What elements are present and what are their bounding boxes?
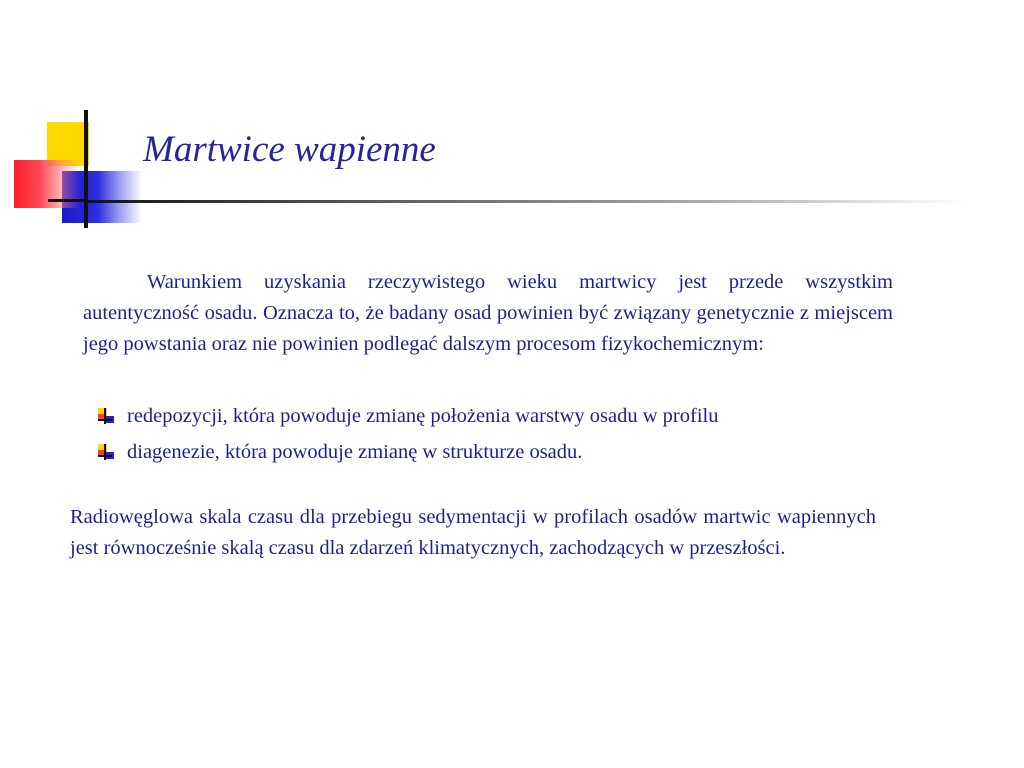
bullet-squares-icon: [98, 408, 114, 424]
closing-paragraph: Radiowęglowa skala czasu dla przebiegu sedymentacji w profilach osadów martwic wapiennych jest równocześnie skalą czasu dla zdarzeń klimatycznych, zachodzących w przeszłości.: [70, 506, 876, 559]
slide-title: Martwice wapienne: [143, 129, 436, 170]
bullet-list: [98, 398, 898, 470]
logo-vertical-line: [84, 110, 88, 228]
bullet-item: [98, 434, 898, 470]
bullet-text: diagenezie, która powoduje zmianę w strukturze osadu.: [127, 440, 583, 463]
bullet-squares-icon: [98, 444, 114, 460]
title-underline: [86, 200, 966, 203]
bullet-text: redepozycji, która powoduje zmianę położenia warstwy osadu w profilu: [127, 404, 719, 427]
logo-horizontal-line: [48, 199, 88, 202]
bullet-item: [98, 398, 898, 434]
intro-paragraph: Warunkiem uzyskania rzeczywistego wieku martwicy jest przede wszystkim autentyczność osadu. Oznacza to, że badany osad powinien być związany genetycznie z miejscem jego powstania oraz nie powinien podlegać dalszym procesom fizykochemicznym:: [83, 271, 893, 355]
